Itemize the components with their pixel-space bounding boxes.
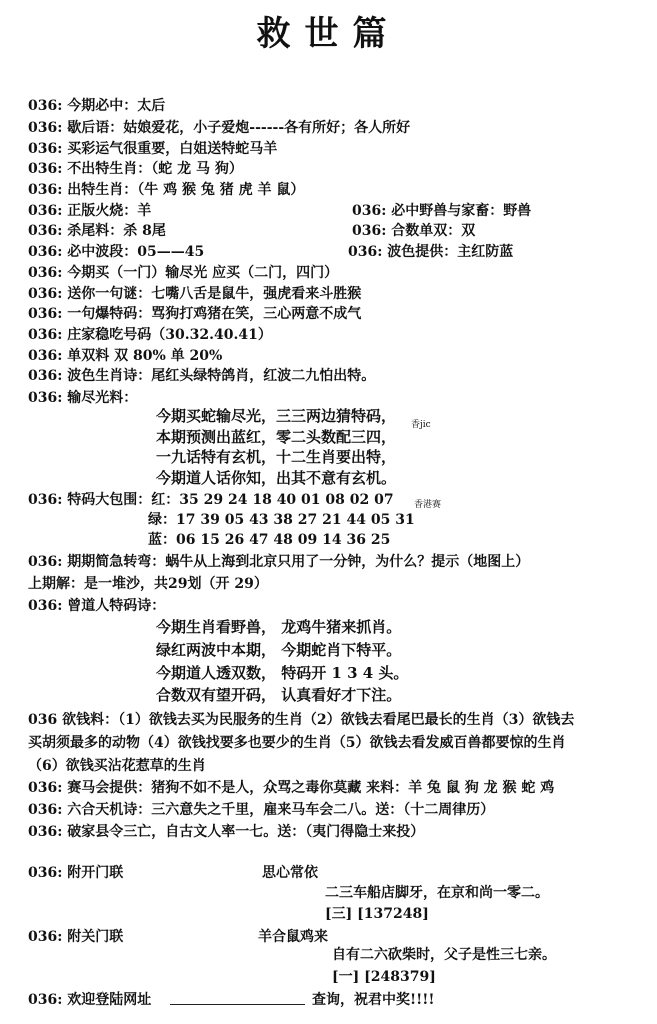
text-line: 036: 送你一句谜：七嘴八舌是鼠牛，强虎看来斗胜猴 (28, 286, 362, 302)
text-line: 036: 今期必中：太后 (28, 98, 166, 114)
poem-line: 一九话特有玄机，十二生肖要出特， (156, 448, 397, 466)
blank-underline (170, 1004, 305, 1005)
text-line: 036: 庄家稳吃号码（30.32.40.41） (28, 327, 272, 343)
text-line: （6）欲钱买沾花惹草的生肖 (28, 758, 206, 774)
watermark-text: 香jic (411, 420, 431, 430)
poem-line: 绿红两波中本期， 今期蛇肖下特平。 (156, 641, 402, 659)
text-line: 036: 曾道人特码诗： (28, 598, 166, 614)
text-line: 买胡须最多的动物（4）欲钱找要多也要少的生肖（5）欲钱去看发威百兽都要惊的生肖 (28, 735, 566, 751)
poem-line: 今期道人话你知，出其不意有玄机。 (156, 469, 397, 487)
text-line: 036: 正版火烧：羊 (28, 203, 152, 219)
text-line: 二三车船店脚牙，在京和尚一零二。 (325, 885, 549, 901)
text-line: 思心常依 (262, 865, 318, 881)
poem-line: 今期买蛇输尽光，三三两边猜特码， (156, 407, 397, 425)
text-line: 036: 必中波段：05——45 (28, 244, 205, 260)
text-line: 036: 波色生肖诗：尾红头绿特鸽肖，红波二九怕出特。 (28, 368, 376, 384)
text-line: 036: 输尽光料： (28, 390, 138, 406)
text-line: 036: 一句爆特码：骂狗打鸡猪在笑，三心两意不成气 (28, 306, 362, 322)
poem-line: 今期生肖看野兽， 龙鸡牛猪来抓肖。 (156, 618, 402, 636)
text-line: 蓝：06 15 26 47 48 09 14 36 25 (148, 532, 391, 548)
watermark-text: 香港赛 (414, 500, 442, 510)
text-line: 036: 波色提供：主红防蓝 (348, 244, 514, 260)
text-line: 上期解：是一堆沙，共29划（开 29） (28, 576, 268, 592)
text-line: 036: 歇后语：姑娘爱花，小子爱炮------各有所好；各人所好 (28, 120, 411, 136)
text-line: 036: 必中野兽与家畜：野兽 (352, 203, 532, 219)
text-line: 036: 出特生肖：（牛 鸡 猴 兔 猪 虎 羊 鼠） (28, 182, 305, 198)
text-line: 036: 期期简急转弯：蜗牛从上海到北京只用了一分钟，为什么？提示（地图上） (28, 554, 530, 570)
text-line: 036: 不出特生肖：（蛇 龙 马 狗） (28, 161, 243, 177)
text-line: 羊合鼠鸡来 (258, 929, 328, 945)
text-line: 自有二六砍柴时，父子是性三七亲。 (332, 947, 556, 963)
text-line: 查询，祝君中奖!!!! (312, 992, 435, 1008)
text-line: 036 欲钱料：（1）欲钱去买为民服务的生肖（2）欲钱去看尾巴最长的生肖（3）欲钱去 (28, 712, 575, 728)
text-line: 036: 买彩运气很重要，白姐送特蛇马羊 (28, 141, 278, 157)
text-line: 036: 今期买（一门）输尽光 应买（二门，四门） (28, 265, 339, 281)
page-title: 救世篇 (256, 14, 401, 54)
text-line: 036: 六合天机诗：三六意失之千里，雇来马车会二八。送：（十二周律历） (28, 802, 495, 818)
text-line: 036: 破家县令三亡，自古文人率一七。送：（夷门得隐士来投） (28, 824, 425, 840)
poem-line: 本期预测出蓝红，零二头数配三四， (156, 428, 397, 446)
text-line: 036: 附关门联 (28, 929, 124, 945)
poem-line: 合数双有望开码， 认真看好才下注。 (156, 686, 402, 704)
text-line: 绿：17 39 05 43 38 27 21 44 05 31 (148, 512, 415, 528)
text-line: 036: 单双料 双 80% 单 20% (28, 348, 223, 364)
text-line: 036: 赛马会提供：猪狗不如不是人，众骂之毒你莫藏 来料：羊 兔 鼠 狗 龙 猴 蛇 鸡 (28, 780, 555, 796)
text-line: [一] [248379] (332, 969, 436, 985)
text-line: 036: 合数单双：双 (352, 223, 476, 239)
text-line: 036: 杀尾料：杀 8尾 (28, 223, 166, 239)
text-line: 036: 欢迎登陆网址 (28, 992, 152, 1008)
text-line: [三] [137248] (325, 906, 429, 922)
text-line: 036: 附开门联 (28, 865, 124, 881)
text-line: 036: 特码大包围：红：35 29 24 18 40 01 08 02 07 (28, 492, 394, 508)
poem-line: 今期道人透双数， 特码开 1 3 4 头。 (156, 664, 409, 682)
